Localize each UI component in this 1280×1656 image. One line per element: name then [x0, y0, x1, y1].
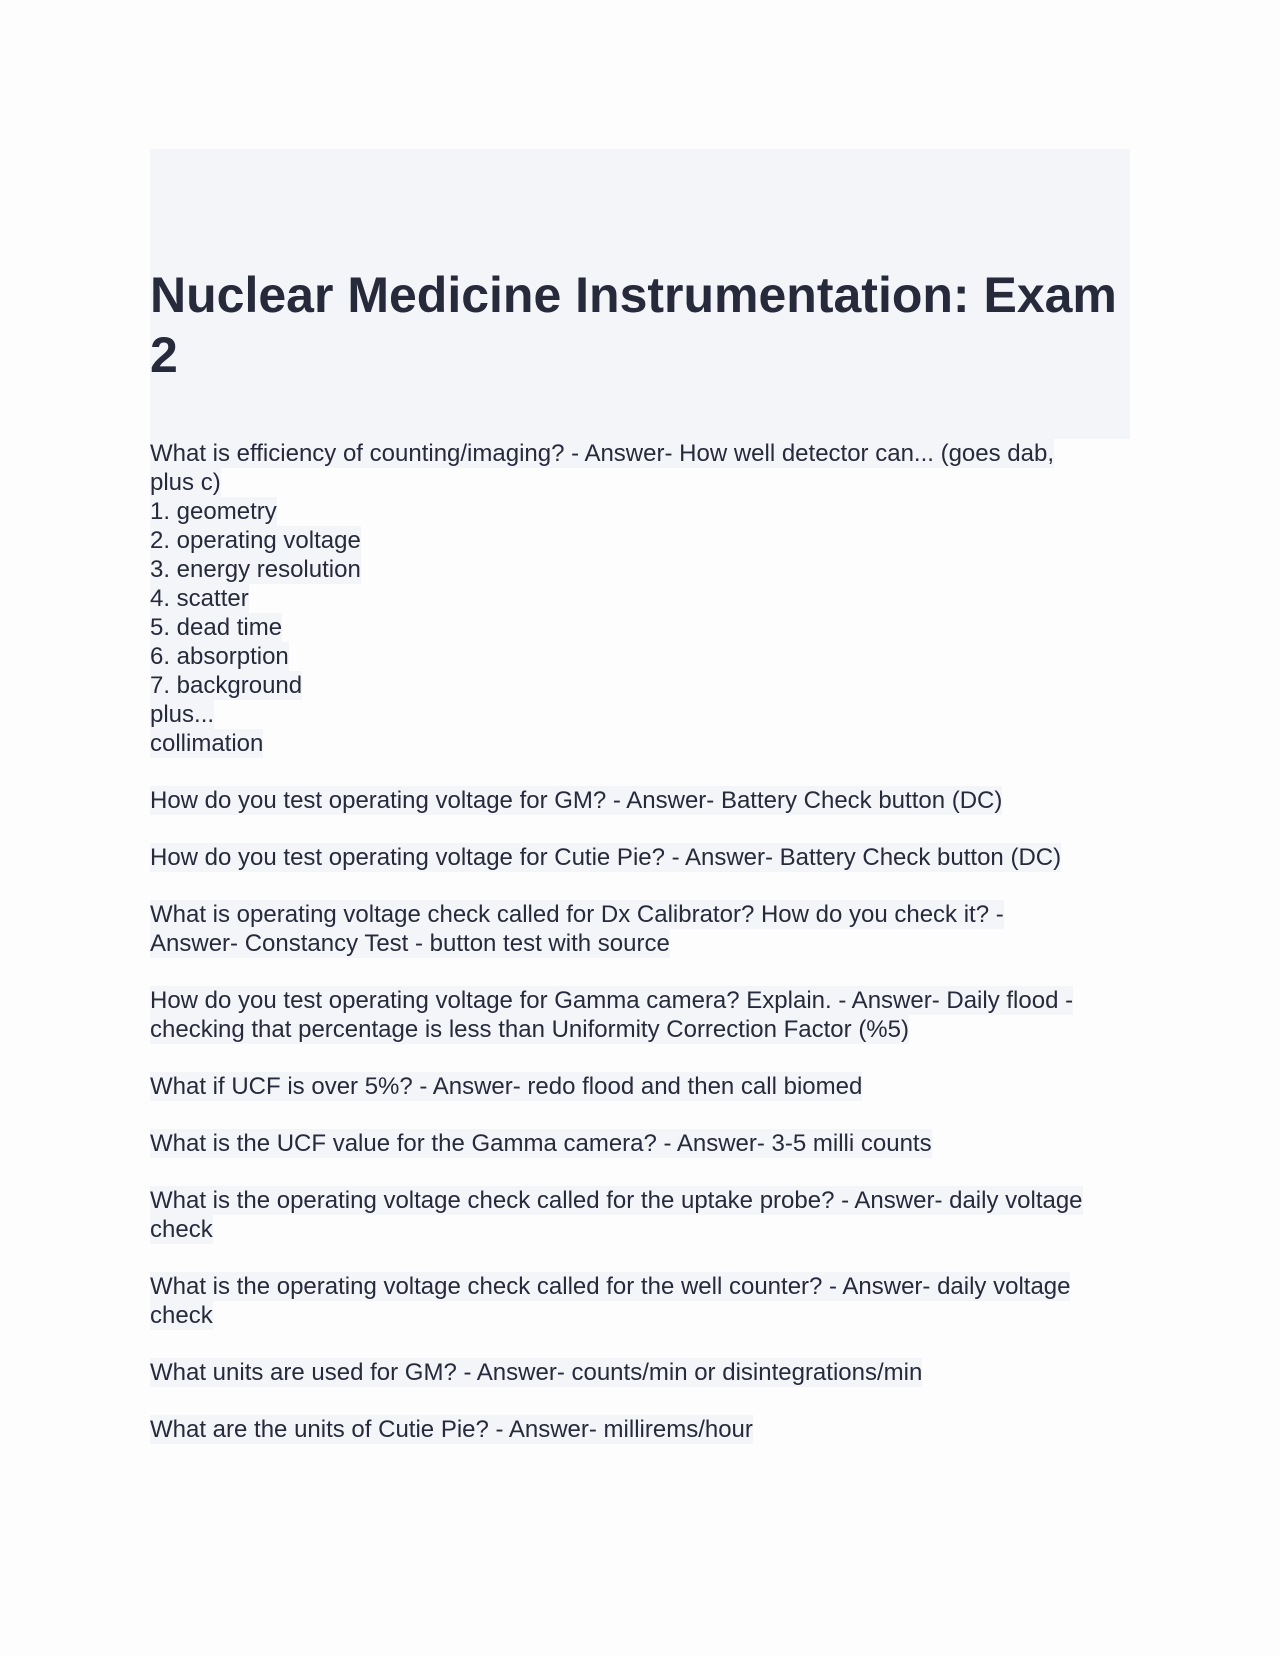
qa-line: What if UCF is over 5%? - Answer- redo flood and then call biomed — [150, 1073, 863, 1100]
qa-line: 7. background — [150, 672, 303, 699]
qa-item — [150, 786, 1130, 815]
qa-item — [150, 1358, 1130, 1387]
paragraph-gap — [150, 1044, 1130, 1072]
qa-line: 3. energy resolution — [150, 556, 361, 583]
paragraph-gap — [150, 758, 1130, 786]
paragraph-gap — [150, 1244, 1130, 1272]
qa-item — [150, 439, 1130, 758]
qa-line: 6. absorption — [150, 643, 289, 670]
qa-line: What is the operating voltage check called for the well counter? - Answer- daily voltage — [150, 1273, 1071, 1300]
qa-line: What is the UCF value for the Gamma camera? - Answer- 3-5 milli counts — [150, 1130, 932, 1157]
qa-line: What is the operating voltage check called for the uptake probe? - Answer- daily voltage — [150, 1187, 1083, 1214]
qa-line: 5. dead time — [150, 614, 283, 641]
qa-line: check — [150, 1302, 213, 1329]
qa-item — [150, 986, 1130, 1044]
qa-line: plus... — [150, 701, 215, 728]
title-block — [150, 149, 1130, 439]
qa-item — [150, 1072, 1130, 1101]
qa-line: 1. geometry — [150, 498, 277, 525]
paragraph-gap — [150, 872, 1130, 900]
paragraph-gap — [150, 1387, 1130, 1415]
qa-item — [150, 900, 1130, 958]
qa-item — [150, 1186, 1130, 1244]
document-title: Nuclear Medicine Instrumentation: Exam 2 — [150, 267, 1117, 383]
qa-list — [150, 439, 1130, 1444]
qa-item — [150, 1272, 1130, 1330]
qa-line: plus c) — [150, 469, 221, 496]
document-page — [150, 149, 1130, 1444]
qa-line: What units are used for GM? - Answer- counts/min or disintegrations/min — [150, 1359, 923, 1386]
qa-line: check — [150, 1216, 213, 1243]
qa-line: How do you test operating voltage for Cutie Pie? - Answer- Battery Check button (DC) — [150, 844, 1062, 871]
paragraph-gap — [150, 1158, 1130, 1186]
qa-item — [150, 1415, 1130, 1444]
qa-line: How do you test operating voltage for GM? - Answer- Battery Check button (DC) — [150, 787, 1003, 814]
qa-line: 4. scatter — [150, 585, 249, 612]
qa-line: 2. operating voltage — [150, 527, 361, 554]
qa-line: What are the units of Cutie Pie? - Answer- millirems/hour — [150, 1416, 753, 1443]
qa-line: checking that percentage is less than Uniformity Correction Factor (%5) — [150, 1016, 909, 1043]
qa-line: What is efficiency of counting/imaging? - Answer- How well detector can... (goes dab, — [150, 440, 1054, 467]
qa-item — [150, 843, 1130, 872]
qa-line: collimation — [150, 730, 264, 757]
qa-line: What is operating voltage check called for Dx Calibrator? How do you check it? - — [150, 901, 1004, 928]
paragraph-gap — [150, 958, 1130, 986]
paragraph-gap — [150, 1330, 1130, 1358]
paragraph-gap — [150, 1101, 1130, 1129]
qa-line: How do you test operating voltage for Gamma camera? Explain. - Answer- Daily flood - — [150, 987, 1074, 1014]
qa-item — [150, 1129, 1130, 1158]
qa-line: Answer- Constancy Test - button test with source — [150, 930, 670, 957]
paragraph-gap — [150, 815, 1130, 843]
